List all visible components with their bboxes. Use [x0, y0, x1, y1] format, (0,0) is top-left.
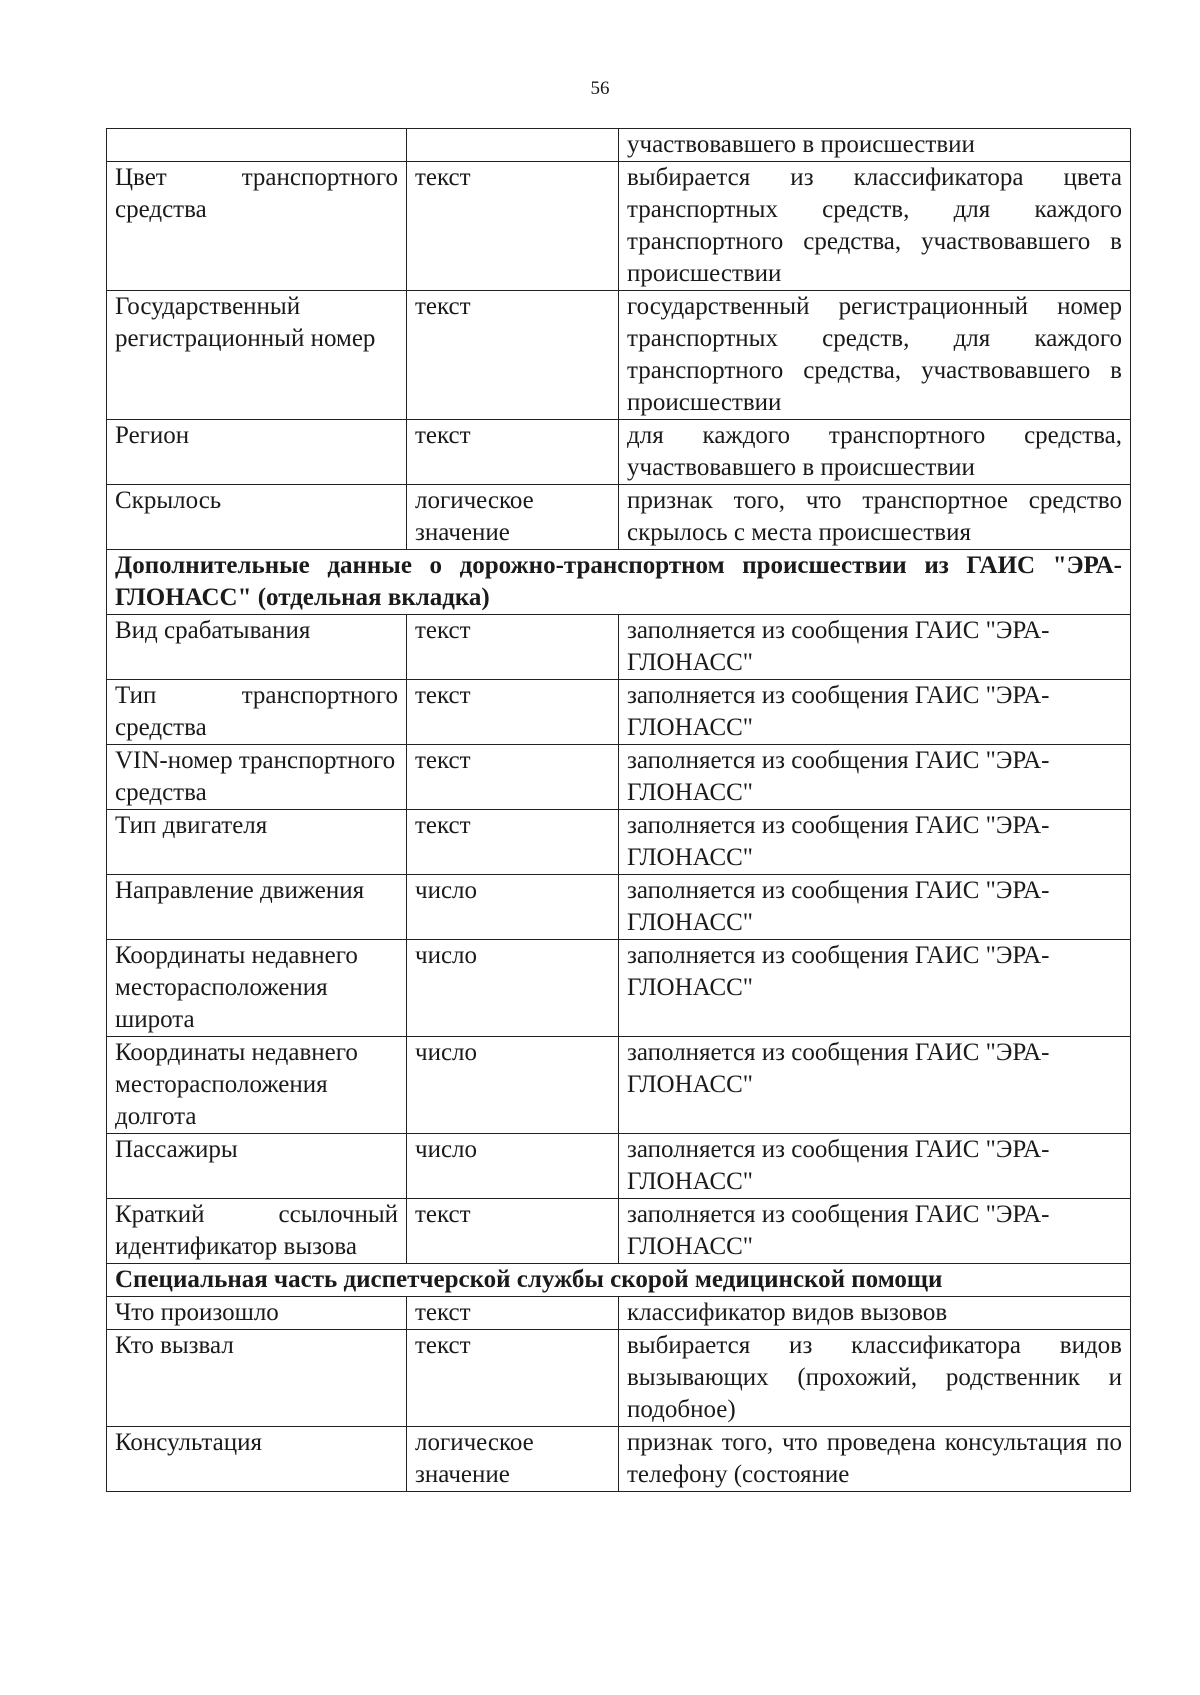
field-name-cell: Координаты недавнего месторасположения долгота [107, 1037, 407, 1134]
table-row [107, 1330, 1131, 1427]
field-name-cell: Вид срабатывания [107, 615, 407, 680]
data-fields-table [106, 128, 1131, 1492]
table-row [107, 1037, 1131, 1134]
table-row [107, 291, 1131, 420]
table-row [107, 420, 1131, 485]
table-row [107, 1427, 1131, 1492]
field-type-cell: текст [407, 1199, 619, 1264]
field-description-cell: заполняется из сообщения ГАИС "ЭРА-ГЛОНАСС" [619, 1199, 1131, 1264]
table-row-continuation [107, 129, 1131, 162]
table-row [107, 680, 1131, 745]
table-row [107, 745, 1131, 810]
table-row [107, 1199, 1131, 1264]
table-row [107, 940, 1131, 1037]
field-type-cell: текст [407, 745, 619, 810]
field-description-cell: государственный регистрационный номер транспортных средств, для каждого транспортного средства, участвовавшего в происшествии [619, 291, 1131, 420]
field-description-cell: выбирается из классификатора видов вызывающих (прохожий, родственник и подобное) [619, 1330, 1131, 1427]
table-row [107, 485, 1131, 550]
field-name-cell: Тип двигателя [107, 810, 407, 875]
table-row [107, 810, 1131, 875]
field-description-cell: участвовавшего в происшествии [619, 129, 1131, 162]
field-name-cell: Цвет транспортного средства [107, 162, 407, 291]
field-description-cell: заполняется из сообщения ГАИС "ЭРА-ГЛОНАСС" [619, 745, 1131, 810]
page-number: 56 [590, 78, 610, 99]
field-description-cell: заполняется из сообщения ГАИС "ЭРА-ГЛОНАСС" [619, 680, 1131, 745]
field-type-cell: текст [407, 420, 619, 485]
section-header-row [107, 550, 1131, 615]
table-row [107, 1134, 1131, 1199]
field-description-cell: заполняется из сообщения ГАИС "ЭРА-ГЛОНАСС" [619, 1134, 1131, 1199]
field-name-cell: Пассажиры [107, 1134, 407, 1199]
table-row [107, 615, 1131, 680]
field-description-cell: для каждого транспортного средства, участвовавшего в происшествии [619, 420, 1131, 485]
table-row [107, 1297, 1131, 1330]
field-name-cell: Тип транспортного средства [107, 680, 407, 745]
field-description-cell: заполняется из сообщения ГАИС "ЭРА-ГЛОНАСС" [619, 810, 1131, 875]
field-type-cell [407, 129, 619, 162]
field-description-cell: признак того, что проведена консультация по телефону (состояние [619, 1427, 1131, 1492]
field-type-cell: логическое значение [407, 485, 619, 550]
field-description-cell: признак того, что транспортное средство скрылось с места происшествия [619, 485, 1131, 550]
field-name-cell: VIN-номер транспортного средства [107, 745, 407, 810]
field-type-cell: текст [407, 291, 619, 420]
field-type-cell: число [407, 1037, 619, 1134]
field-name-cell: Скрылось [107, 485, 407, 550]
field-type-cell: число [407, 875, 619, 940]
field-type-cell: логическое значение [407, 1427, 619, 1492]
field-name-cell [107, 129, 407, 162]
field-name-cell: Государственный регистрационный номер [107, 291, 407, 420]
field-description-cell: заполняется из сообщения ГАИС "ЭРА-ГЛОНАСС" [619, 940, 1131, 1037]
field-name-cell: Направление движения [107, 875, 407, 940]
table-row [107, 875, 1131, 940]
field-type-cell: число [407, 1134, 619, 1199]
field-type-cell: текст [407, 680, 619, 745]
field-name-cell: Регион [107, 420, 407, 485]
field-description-cell: классификатор видов вызовов [619, 1297, 1131, 1330]
field-type-cell: текст [407, 162, 619, 291]
field-description-cell: заполняется из сообщения ГАИС "ЭРА-ГЛОНАСС" [619, 875, 1131, 940]
field-name-cell: Консультация [107, 1427, 407, 1492]
section-header-row [107, 1264, 1131, 1297]
field-type-cell: текст [407, 1297, 619, 1330]
field-name-cell: Что произошло [107, 1297, 407, 1330]
field-description-cell: заполняется из сообщения ГАИС "ЭРА-ГЛОНАСС" [619, 615, 1131, 680]
section-title-era-glonass: Дополнительные данные о дорожно-транспортном происшествии из ГАИС "ЭРА-ГЛОНАСС" (отдельная вкладка) [107, 550, 1131, 615]
field-name-cell: Краткий ссылочный идентификатор вызова [107, 1199, 407, 1264]
field-type-cell: число [407, 940, 619, 1037]
field-type-cell: текст [407, 615, 619, 680]
field-name-cell: Кто вызвал [107, 1330, 407, 1427]
field-type-cell: текст [407, 810, 619, 875]
field-type-cell: текст [407, 1330, 619, 1427]
field-name-cell: Координаты недавнего месторасположения широта [107, 940, 407, 1037]
table-row [107, 162, 1131, 291]
field-description-cell: выбирается из классификатора цвета транспортных средств, для каждого транспортного средства, участвовавшего в происшествии [619, 162, 1131, 291]
field-description-cell: заполняется из сообщения ГАИС "ЭРА-ГЛОНАСС" [619, 1037, 1131, 1134]
section-title-ambulance: Специальная часть диспетчерской службы скорой медицинской помощи [107, 1264, 1131, 1297]
